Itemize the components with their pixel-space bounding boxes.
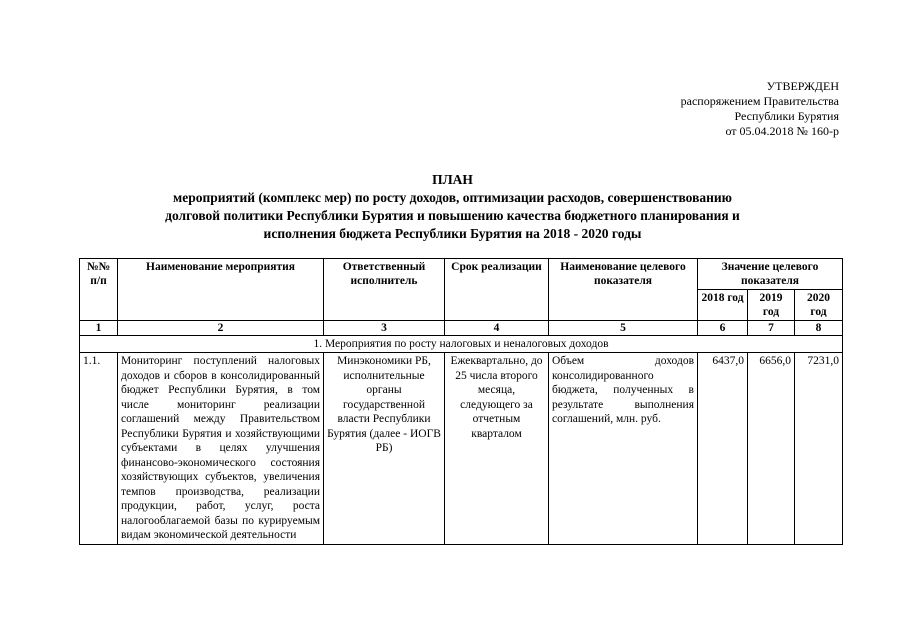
header-name: Наименование мероприятия — [118, 259, 324, 321]
header-target-value: Значение целевого показателя — [698, 259, 843, 290]
plan-table — [79, 258, 843, 545]
column-number: 8 — [795, 321, 843, 336]
header-executor: Ответственный исполнитель — [324, 259, 445, 321]
header-term: Срок реализации — [445, 259, 549, 321]
approval-line-1: УТВЕРЖДЕН — [766, 79, 839, 93]
value-2018: 6437,0 — [698, 353, 748, 545]
activity-name: Мониторинг поступлений налоговых доходов и сборов в консолидированный бюджет Республики Бурятия, в том числе мониторинг реализации соглашений между Правительством Республики Бурятия и хозяйствующими субъектами в целях улучшения финансово-экономического состояния хозяйствующих субъектов, увеличения темпов производства, реализации продукции, работ, услуг, роста налогооблагаемой базы по курируемым видам экономической деятельности — [118, 353, 324, 545]
column-number: 2 — [118, 321, 324, 336]
column-number: 7 — [748, 321, 795, 336]
document-title — [0, 171, 905, 243]
row-number: 1.1. — [80, 353, 118, 545]
value-2019: 6656,0 — [748, 353, 795, 545]
header-indicator: Наименование целевого показателя — [549, 259, 698, 321]
header-year-2020: 2020 год — [795, 290, 843, 321]
table-row — [80, 353, 843, 545]
column-number: 4 — [445, 321, 549, 336]
column-number: 1 — [80, 321, 118, 336]
indicator-name: Объем доходов консолидированного бюджета, полученных в результате выполнения соглашений, млн. руб. — [549, 353, 698, 545]
column-number: 6 — [698, 321, 748, 336]
title-line-3: долговой политики Республики Бурятия и повышению качества бюджетного планирования и — [165, 208, 740, 223]
title-line-2: мероприятий (комплекс мер) по росту доходов, оптимизации расходов, совершенствованию — [173, 190, 732, 205]
column-number-row — [80, 321, 843, 336]
header-num: №№ п/п — [80, 259, 118, 321]
approval-line-2: распоряжением Правительства — [680, 94, 839, 108]
approval-line-3: Республики Бурятия — [734, 109, 839, 123]
approval-line-4: от 05.04.2018 № 160-р — [725, 124, 839, 138]
term: Ежеквартально, до 25 числа второго месяца, следующего за отчетным кварталом — [445, 353, 549, 545]
executor: Минэкономики РБ, исполнительные органы государственной власти Республики Бурятия (далее - ИОГВ РБ) — [324, 353, 445, 545]
title-line-4: исполнения бюджета Республики Бурятия на 2018 - 2020 годы — [263, 226, 642, 241]
section-heading: 1. Мероприятия по росту налоговых и неналоговых доходов — [80, 336, 843, 353]
column-number: 5 — [549, 321, 698, 336]
header-year-2018: 2018 год — [698, 290, 748, 321]
approval-stamp — [681, 79, 839, 139]
value-2020: 7231,0 — [795, 353, 843, 545]
title-line-1: ПЛАН — [432, 172, 473, 187]
column-number: 3 — [324, 321, 445, 336]
header-year-2019: 2019 год — [748, 290, 795, 321]
